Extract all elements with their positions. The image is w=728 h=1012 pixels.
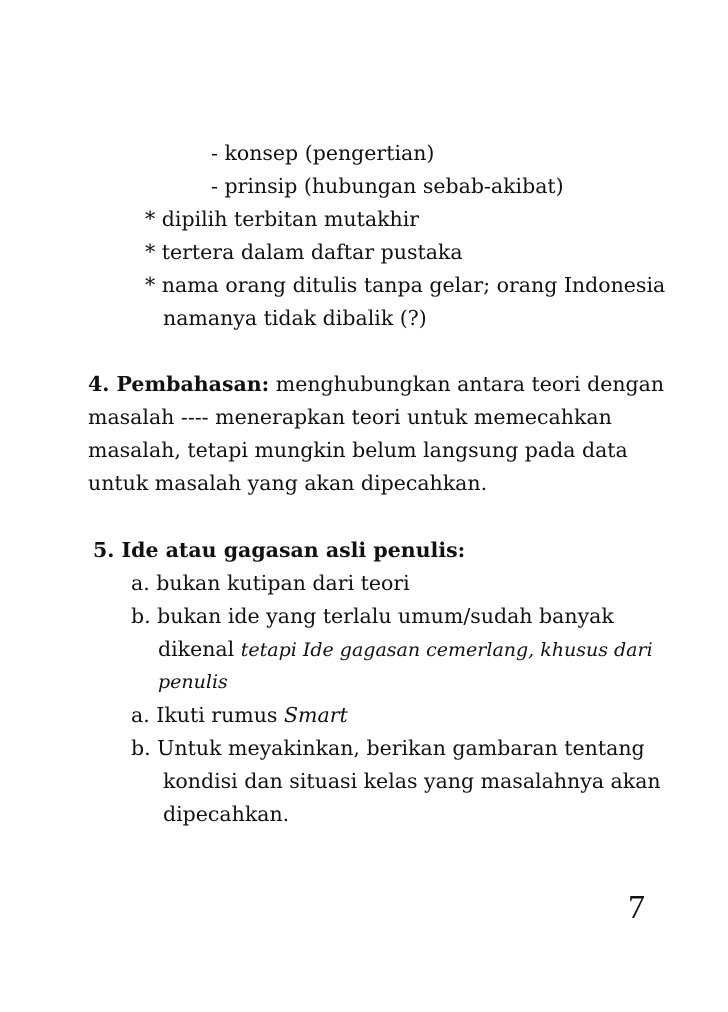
concept-item-prinsip: - prinsip (hubungan sebab-akibat) (211, 174, 564, 198)
section-4-line-2: masalah ---- menerapkan teori untuk memecahkan (88, 405, 612, 429)
section-5-item-b1-line-2 (158, 632, 653, 667)
section-5-item-a1: a. bukan kutipan dari teori (131, 571, 410, 595)
section-5-item-b2-line-1: b. Untuk meyakinkan, berikan gambaran tentang (131, 736, 645, 760)
section-5-heading: 5. Ide atau gagasan asli penulis: (93, 538, 466, 562)
section-5-item-a2 (131, 698, 348, 732)
section-4-line-3: masalah, tetapi mungkin belum langsung pada data (88, 438, 628, 462)
note-nama-line-1: * nama orang ditulis tanpa gelar; orang Indonesia (145, 273, 666, 297)
section-5-item-b1-line-1: b. bukan ide yang terlalu umum/sudah banyak (131, 604, 614, 628)
section-5-item-b1-line-2-text: dikenal (158, 637, 241, 661)
section-5-item-b2-line-3: dipecahkan. (163, 802, 290, 826)
section-5-item-b1-line-3: penulis (158, 671, 228, 693)
section-4-heading: 4. Pembahasan: (88, 372, 270, 396)
page-number: 7 (628, 889, 645, 926)
section-4-line-1-text: menghubungkan antara teori dengan (269, 372, 665, 396)
section-4-line-4: untuk masalah yang akan dipecahkan. (88, 471, 488, 495)
note-terbitan: * dipilih terbitan mutakhir (145, 207, 420, 231)
note-pustaka: * tertera dalam daftar pustaka (145, 240, 463, 264)
section-5-item-a2-italic: Smart (283, 703, 348, 727)
concept-item-konsep: - konsep (pengertian) (211, 141, 435, 165)
section-4-line-1 (88, 367, 664, 401)
section-5-item-a2-text: a. Ikuti rumus (131, 703, 284, 727)
section-5-item-b1-line-2-italic: tetapi Ide gagasan cemerlang, khusus dari (240, 639, 653, 661)
section-5-item-b2-line-2: kondisi dan situasi kelas yang masalahnya akan (163, 769, 661, 793)
note-nama-line-2: namanya tidak dibalik (?) (163, 306, 427, 330)
